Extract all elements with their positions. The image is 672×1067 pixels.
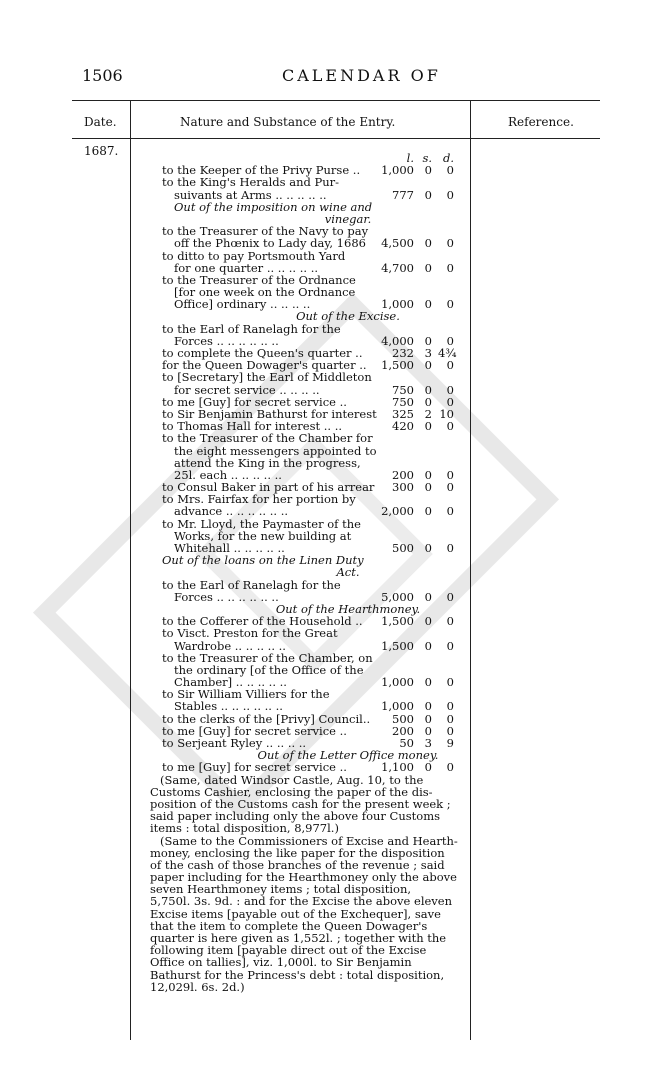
entry-text: Forces .. .. .. .. .. .. <box>174 589 279 604</box>
entry-row <box>0 518 672 530</box>
entry-text: to the Treasurer of the Chamber for <box>162 431 373 446</box>
entry-text: suivants at Arms .. .. .. .. .. <box>174 187 327 202</box>
entry-text: to Sir Benjamin Bathurst for interest <box>162 406 377 421</box>
entry-text: Stables .. .. .. .. .. .. <box>174 699 283 714</box>
entry-row <box>0 640 672 652</box>
entry-text: vinegar. <box>324 211 372 226</box>
shillings-value: 0 <box>424 723 432 738</box>
pounds-value: 1,000 <box>381 675 414 690</box>
shillings-value: 0 <box>424 504 432 519</box>
entry-text: to the Earl of Ranelagh for the <box>162 321 341 336</box>
pounds-value: 232 <box>392 346 414 360</box>
note-text: 5,750l. 3s. 9d. : and for the Excise the above eleven <box>150 894 453 909</box>
pence-value: 0 <box>446 480 454 495</box>
entry-rows <box>0 164 672 773</box>
note-line <box>0 835 672 847</box>
pounds-value: 1,100 <box>381 760 414 775</box>
shillings-value: 0 <box>424 699 432 714</box>
shillings-value: 0 <box>424 260 432 275</box>
entry-text: to me [Guy] for secret service .. <box>162 723 347 738</box>
entry-text: Out of the loans on the Linen Duty <box>162 553 364 568</box>
entry-row <box>0 725 672 737</box>
pounds-value: 200 <box>392 723 414 738</box>
entry-row <box>0 176 672 188</box>
pounds-value: 2,000 <box>381 504 414 519</box>
note-text: (Same, dated Windsor Castle, Aug. 10, to the <box>160 772 424 787</box>
shillings-value: 0 <box>424 480 432 495</box>
entry-text: off the Phœnix to Lady day, 1686 <box>174 236 366 251</box>
pence-value: 0 <box>446 260 454 275</box>
pounds-value: 500 <box>392 711 414 726</box>
pence-value: 0 <box>446 760 454 775</box>
entry-row <box>0 323 672 335</box>
pence-value: 9 <box>446 736 454 750</box>
entry-row <box>0 250 672 262</box>
pence-value: 0 <box>446 467 454 482</box>
pence-value: 0 <box>446 638 454 653</box>
shillings-value: 0 <box>424 614 432 629</box>
entry-text: Out of the Letter Office money. <box>257 748 439 763</box>
entry-text: Chamber] .. .. .. .. .. <box>174 675 287 690</box>
year-label: 1687. <box>84 144 119 158</box>
pounds-value: 1,000 <box>381 163 414 178</box>
note-line <box>0 969 672 981</box>
notes <box>0 774 672 993</box>
pence-value: 0 <box>446 675 454 690</box>
entry-text: to Consul Baker in part of his arrear <box>162 480 375 495</box>
page-number: 1506 <box>82 66 123 85</box>
shillings-value: 0 <box>424 187 432 202</box>
entry-text: to the Treasurer of the Navy to pay <box>162 224 369 239</box>
entry-row <box>0 676 672 688</box>
note-text: paper including for the Hearthmoney only the above <box>150 870 457 885</box>
pounds-value: 4,000 <box>381 333 414 348</box>
entry-text: to the Cofferer of the Household .. <box>162 614 363 629</box>
entry-text: to Sir William Villiers for the <box>162 687 330 702</box>
pence-value: 0 <box>446 541 454 555</box>
shillings-value: 0 <box>424 163 432 178</box>
entry-row <box>0 713 672 725</box>
col-reference-header: Reference. <box>508 115 574 129</box>
note-text: quarter is here given as 1,552l. ; together with the <box>150 931 447 945</box>
entry-text: to the Treasurer of the Chamber, on <box>162 650 373 665</box>
note-text: of the cash of those branches of the revenue ; said <box>150 857 445 872</box>
entry-text: advance .. .. .. .. .. .. <box>174 504 289 519</box>
note-line <box>0 895 672 907</box>
entry-text: to Thomas Hall for interest .. .. <box>162 419 343 434</box>
entry-body <box>0 152 672 993</box>
entry-text: [for one week on the Ordnance <box>174 285 356 300</box>
entry-text: attend the King in the progress, <box>174 455 361 470</box>
pounds-value: 777 <box>392 187 414 202</box>
note-text: seven Hearthmoney items ; total disposition, <box>150 882 412 897</box>
pence-value: 0 <box>446 394 454 409</box>
entry-row <box>0 505 672 517</box>
entry-row <box>0 761 672 773</box>
shillings-value: 0 <box>424 394 432 409</box>
entry-row <box>0 664 672 676</box>
shillings-value: 0 <box>424 467 432 482</box>
pounds-value: 1,000 <box>381 297 414 312</box>
entry-text: to [Secretary] the Earl of Middleton <box>162 370 372 385</box>
entry-text: to the Earl of Ranelagh for the <box>162 577 341 592</box>
entry-row <box>0 189 672 201</box>
col-date-header: Date. <box>84 115 117 129</box>
note-line <box>0 822 672 834</box>
shillings-value: 0 <box>424 760 432 775</box>
entry-row <box>0 432 672 444</box>
col-nature-header: Nature and Substance of the Entry. <box>180 115 396 129</box>
note-line <box>0 956 672 968</box>
pence-value: 0 <box>446 163 454 178</box>
pounds-value: 1,500 <box>381 614 414 629</box>
shillings-value: 3 <box>424 346 432 360</box>
pence-value: 0 <box>446 699 454 714</box>
note-text: following item [payable direct out of the Excise <box>150 943 427 958</box>
pounds-value: 50 <box>399 736 414 750</box>
note-text: Office on tallies], viz. 1,000l. to Sir Benjamin <box>150 955 412 970</box>
pounds-value: 4,500 <box>381 236 414 251</box>
shillings-value: 0 <box>424 638 432 653</box>
pence-value: 0 <box>446 419 454 434</box>
entry-text: Forces .. .. .. .. .. .. <box>174 333 279 348</box>
pence-value: 0 <box>446 614 454 629</box>
pounds-value: 420 <box>392 419 414 434</box>
entry-row <box>0 530 672 542</box>
entry-text: 25l. each .. .. .. .. .. <box>174 467 282 482</box>
pence-header: d. <box>442 151 454 165</box>
entry-row <box>0 237 672 249</box>
pence-value: 0 <box>446 236 454 251</box>
entry-text: to the King's Heralds and Pur- <box>162 175 340 190</box>
pence-value: 0 <box>446 187 454 202</box>
pence-value: 0 <box>446 358 454 373</box>
entry-row <box>0 286 672 298</box>
entry-text: the ordinary [of the Office of the <box>174 662 364 677</box>
note-line <box>0 981 672 993</box>
pence-value: 0 <box>446 382 454 397</box>
entry-row <box>0 579 672 591</box>
note-text: that the item to complete the Queen Dowager's <box>150 918 428 933</box>
entry-text: to the clerks of the [Privy] Council.. <box>162 711 371 726</box>
shillings-value: 0 <box>424 711 432 726</box>
pounds-value: 325 <box>392 406 414 421</box>
note-text: said paper including only the above four Customs <box>150 809 441 824</box>
entry-text: Out of the Excise. <box>296 309 400 324</box>
pence-value: 0 <box>446 297 454 312</box>
pounds-value: 4,700 <box>381 260 414 275</box>
shillings-value: 0 <box>424 589 432 604</box>
pounds-value: 5,000 <box>381 589 414 604</box>
entry-row <box>0 493 672 505</box>
pounds-value: 1,500 <box>381 358 414 373</box>
entry-row <box>0 700 672 712</box>
pounds-value: 750 <box>392 382 414 397</box>
running-head: CALENDAR OF <box>282 66 441 85</box>
entry-text: Whitehall .. .. .. .. .. <box>174 541 285 555</box>
shillings-value: 2 <box>424 406 432 421</box>
shillings-value: 0 <box>424 297 432 312</box>
shillings-value: 0 <box>424 675 432 690</box>
entry-text: Wardrobe .. .. .. .. .. <box>174 638 286 653</box>
pounds-value: 1,500 <box>381 638 414 653</box>
entry-text: for one quarter .. .. .. .. .. <box>174 260 319 275</box>
entry-text: for the Queen Dowager's quarter .. <box>162 358 367 373</box>
entry-text: to Mrs. Fairfax for her portion by <box>162 492 356 507</box>
head-rule <box>72 138 600 139</box>
pence-value: 0 <box>446 504 454 519</box>
entry-text: to complete the Queen's quarter .. <box>162 346 363 360</box>
note-text: Bathurst for the Princess's debt : total disposition, <box>150 967 445 982</box>
entry-text: to the Keeper of the Privy Purse .. <box>162 163 361 178</box>
entry-text: to Mr. Lloyd, the Paymaster of the <box>162 516 361 531</box>
note-text: money, enclosing the like paper for the disposition <box>150 845 445 860</box>
entry-text: the eight messengers appointed to <box>174 443 377 458</box>
entry-row <box>0 371 672 383</box>
note-text: items : total disposition, 8,977l.) <box>150 821 339 836</box>
pence-value: 4¾ <box>438 346 457 360</box>
pounds-value: 300 <box>392 480 414 495</box>
entry-text: Works, for the new building at <box>174 528 352 543</box>
shillings-value: 0 <box>424 541 432 555</box>
entry-row <box>0 384 672 396</box>
entry-row <box>0 627 672 639</box>
pence-value: 10 <box>439 406 454 421</box>
note-text: 12,029l. 6s. 2d.) <box>150 979 245 994</box>
note-line <box>0 774 672 786</box>
pence-value: 0 <box>446 333 454 348</box>
shillings-value: 0 <box>424 382 432 397</box>
note-text: Excise items [payable out of the Exchequer], save <box>150 906 441 921</box>
entry-row <box>0 445 672 457</box>
section-heading <box>0 566 672 578</box>
pounds-header: l. <box>406 151 414 165</box>
entry-row <box>0 457 672 469</box>
section-heading <box>0 310 672 322</box>
entry-text: to me [Guy] for secret service .. <box>162 760 347 775</box>
shillings-value: 3 <box>424 736 432 750</box>
shillings-value: 0 <box>424 333 432 348</box>
pounds-value: 1,000 <box>381 699 414 714</box>
entry-text: Out of the Hearthmoney. <box>275 601 421 616</box>
note-text: Customs Cashier, enclosing the paper of the dis- <box>150 784 433 799</box>
entry-text: Office] ordinary .. .. .. .. <box>174 297 311 312</box>
shillings-value: 0 <box>424 236 432 251</box>
pence-value: 0 <box>446 723 454 738</box>
pounds-value: 750 <box>392 394 414 409</box>
top-rule <box>72 100 600 101</box>
note-line <box>0 908 672 920</box>
pence-value: 0 <box>446 711 454 726</box>
note-text: (Same to the Commissioners of Excise and Hearth- <box>160 833 458 848</box>
entry-row <box>0 688 672 700</box>
pounds-value: 200 <box>392 467 414 482</box>
shillings-value: 0 <box>424 358 432 373</box>
entry-text: to Visct. Preston for the Great <box>162 626 338 641</box>
entry-text: to ditto to pay Portsmouth Yard <box>162 248 346 263</box>
entry-text: to the Treasurer of the Ordnance <box>162 272 356 287</box>
pounds-value: 500 <box>392 541 414 555</box>
entry-text: for secret service .. .. .. .. <box>174 382 320 397</box>
pence-value: 0 <box>446 589 454 604</box>
shillings-header: s. <box>422 151 432 165</box>
entry-text: to Serjeant Ryley .. .. .. .. <box>162 736 307 750</box>
note-text: position of the Customs cash for the present week ; <box>150 796 451 811</box>
entry-text: Out of the imposition on wine and <box>174 199 373 214</box>
entry-text: to me [Guy] for secret service .. <box>162 394 347 409</box>
shillings-value: 0 <box>424 419 432 434</box>
entry-text: Act. <box>336 565 360 580</box>
